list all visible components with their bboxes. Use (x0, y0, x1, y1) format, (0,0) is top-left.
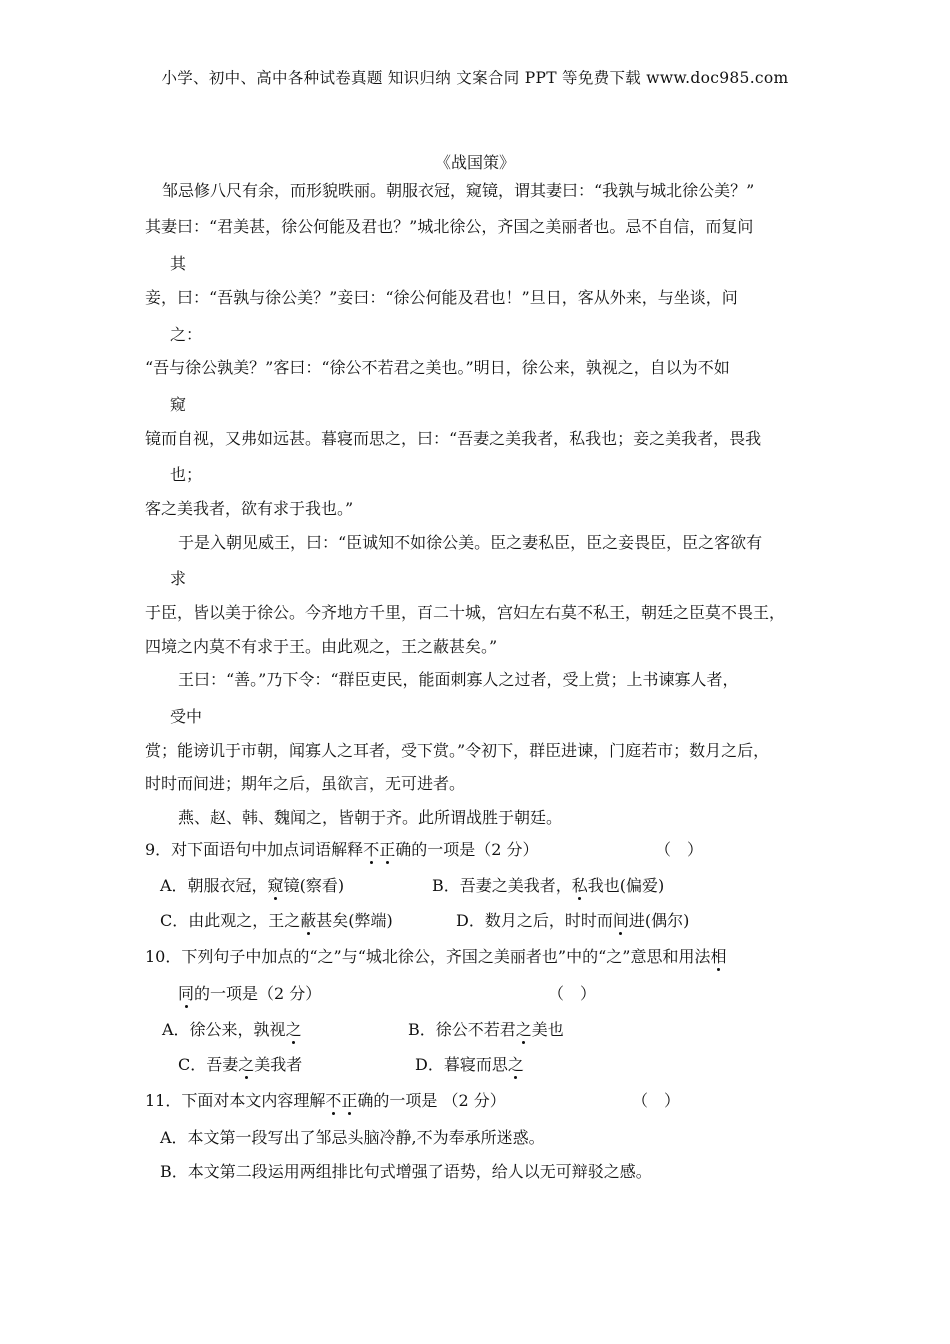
passage-line: 王曰：“善。”乃下令：“群臣吏民，能面刺寡人之过者，受上赏；上书谏寡人者， (178, 670, 739, 689)
q10-option-c: C．吾妻之美我者 (178, 1055, 303, 1074)
passage-line: 镜而自视，又弗如远甚。暮寝而思之，曰：“吾妻之美我者，私我也；妾之美我者，畏我 (145, 429, 762, 448)
page-header: 小学、初中、高中各种试卷真题 知识归纳 文案合同 PPT 等免费下载 www.doc985.com (161, 69, 789, 87)
emphasis-dot-char: 私 (571, 876, 588, 895)
emphasis-dot-char: 之 (515, 1020, 532, 1039)
q10-option-b: B．徐公不若君之美也 (408, 1020, 564, 1039)
answer-parentheses: （ ） (655, 840, 704, 859)
q11-option-a: A．本文第一段写出了邹忌头脑冷静,不为奉承所迷惑。 (160, 1128, 545, 1147)
q9-option-b: B．吾妻之美我者，私我也(偏爱) (432, 876, 665, 895)
passage-line: 于是入朝见威王，曰：“臣诚知不如徐公美。臣之妻私臣，臣之妾畏臣，臣之客欲有 (178, 533, 763, 552)
question-10-stem: 10．下列句子中加点的“之”与“城北徐公，齐国之美丽者也”中的“之”意思和用法相 (145, 947, 727, 966)
passage-line: 求 (170, 569, 187, 588)
passage-line: 之： (170, 325, 203, 344)
passage-line: 赏；能谤讥于市朝，闻寡人之耳者，受下赏。”令初下，群臣进谏，门庭若市；数月之后， (145, 741, 770, 760)
q10-option-d: D．暮寝而思之 (415, 1055, 524, 1074)
q10-option-a: A．徐公来，孰视之 (162, 1020, 302, 1039)
emphasis-dot-char: 间 (612, 911, 629, 930)
passage-line: 妾，曰：“吾孰与徐公美？”妾曰：“徐公何能及君也！”旦日，客从外来，与坐谈，问 (145, 288, 738, 307)
q9-option-d: D．数月之后，时时而间进(偶尔) (456, 911, 690, 930)
emphasis-dot-char: 之 (285, 1020, 302, 1039)
question-11-stem: 11．下面对本文内容理解不正确的一项是 （2 分） (145, 1091, 506, 1110)
q9-option-a: A．朝服衣冠，窥镜(察看) (160, 876, 345, 895)
emphasis-dot-char: 蔽 (300, 911, 317, 930)
passage-line: 于臣，皆以美于徐公。今齐地方千里，百二十城，宫妇左右莫不私王，朝廷之臣莫不畏王， (145, 603, 786, 622)
passage-line: “吾与徐公孰美？”客曰：“徐公不若君之美也。”明日，徐公来，孰视之，自以为不如 (145, 358, 730, 377)
emphasis-dot-char: 不 (325, 1091, 342, 1110)
passage-line: 客之美我者，欲有求于我也。” (145, 499, 354, 518)
emphasis-dot-char: 正 (379, 840, 396, 859)
emphasis-dot-char: 不 (363, 840, 380, 859)
passage-line: 其 (170, 254, 187, 273)
q11-option-b: B．本文第二段运用两组排比句式增强了语势，给人以无可辩驳之感。 (160, 1162, 652, 1181)
emphasis-dot-char: 同 (178, 984, 195, 1003)
passage-line: 其妻曰：“君美甚，徐公何能及君也？”城北徐公，齐国之美丽者也。忌不自信，而复问 (145, 217, 754, 236)
emphasis-dot-char: 正 (341, 1091, 358, 1110)
passage-title: 《战国策》 (434, 153, 515, 172)
answer-parentheses: （ ） (548, 984, 597, 1003)
passage-line: 也； (170, 465, 203, 484)
emphasis-dot-char: 之 (507, 1055, 524, 1074)
passage-line: 受中 (170, 707, 203, 726)
passage-line: 四境之内莫不有求于王。由此观之，王之蔽甚矣。” (145, 637, 498, 656)
passage-line: 邹忌修八尺有余，而形貌昳丽。朝服衣冠，窥镜，谓其妻曰：“我孰与城北徐公美？” (162, 181, 755, 200)
question-9-stem: 9．对下面语句中加点词语解释不正确的一项是（2 分） (145, 840, 539, 859)
emphasis-dot-char: 之 (238, 1055, 255, 1074)
passage-line: 燕、赵、韩、魏闻之，皆朝于齐。此所谓战胜于朝廷。 (178, 808, 563, 827)
passage-line: 时时而间进；期年之后，虽欲言，无可进者。 (145, 774, 466, 793)
emphasis-dot-char: 相 (710, 947, 727, 966)
passage-line: 窥 (170, 395, 187, 414)
question-10-stem-cont: 同的一项是（2 分） (178, 984, 322, 1003)
answer-parentheses: （ ） (632, 1091, 681, 1110)
emphasis-dot-char: 窥 (267, 876, 284, 895)
q9-option-c: C．由此观之，王之蔽甚矣(弊端) (160, 911, 393, 930)
